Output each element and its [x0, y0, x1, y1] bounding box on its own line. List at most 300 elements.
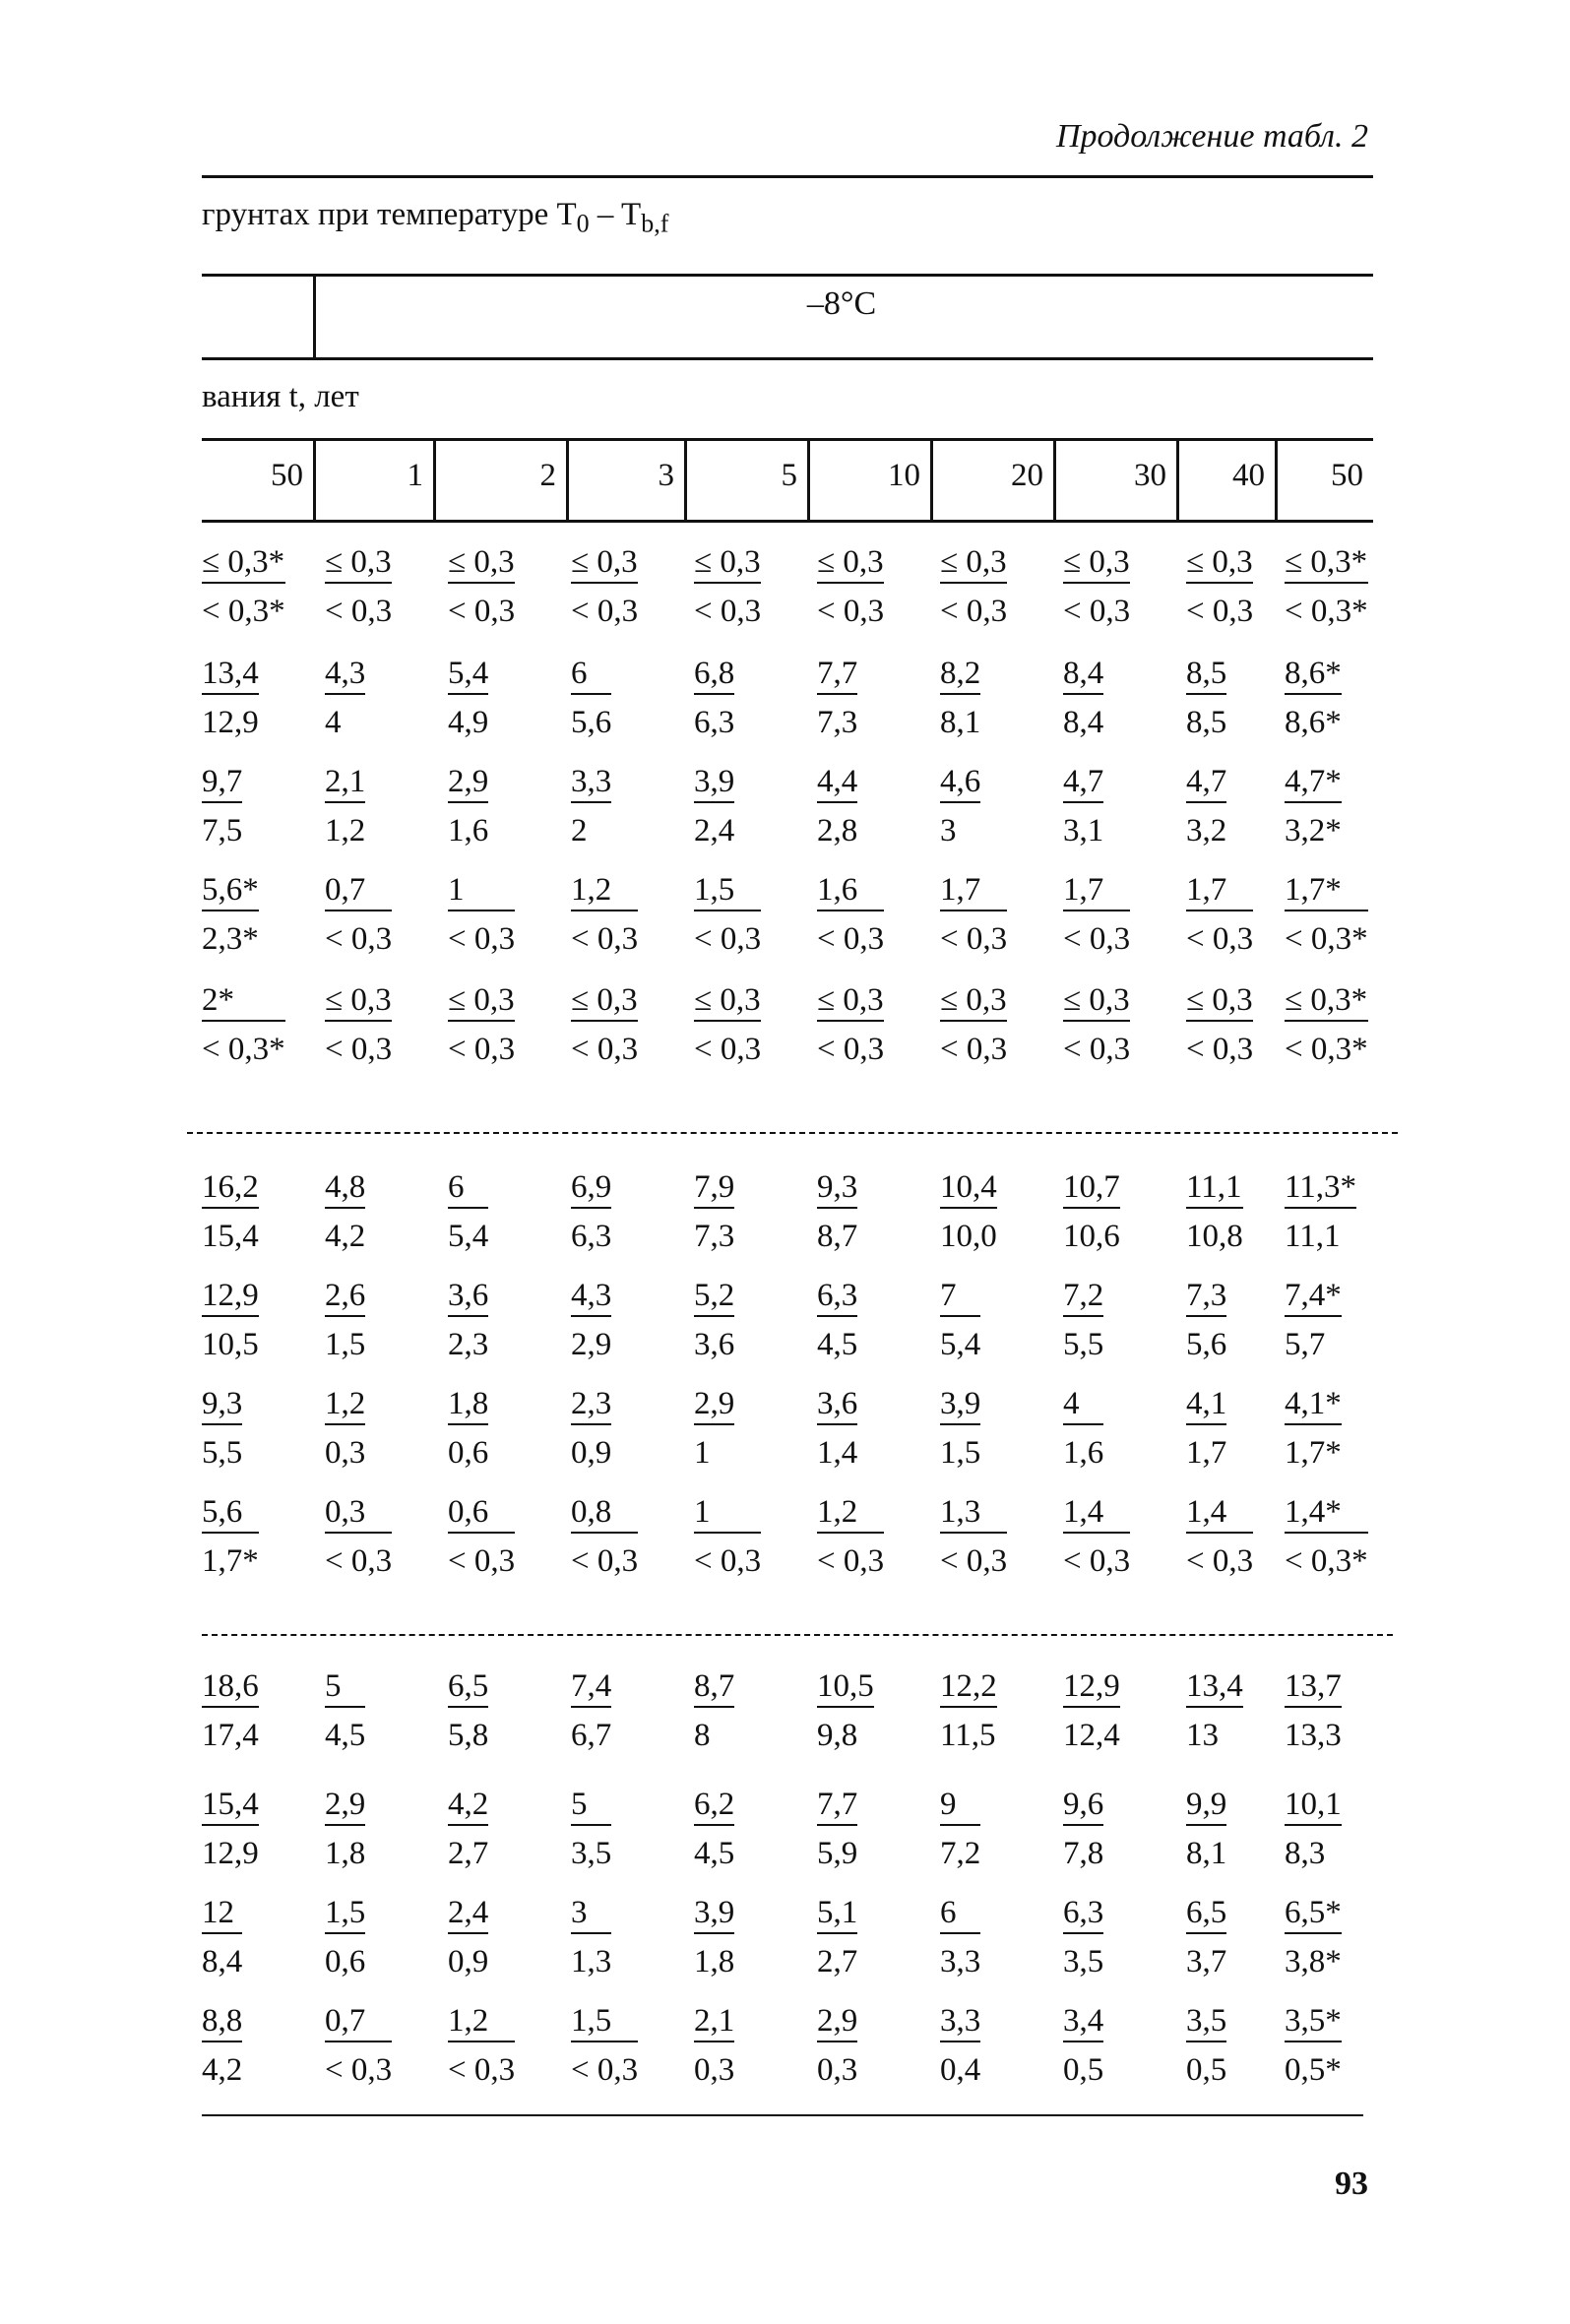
column-header: 50	[271, 458, 303, 493]
table-cell	[325, 1280, 365, 1361]
table-cell	[571, 1789, 611, 1870]
cell-numerator: 1,7	[940, 874, 1007, 911]
cell-numerator: 6,8	[694, 658, 734, 695]
table-cell	[1186, 1280, 1226, 1361]
group-separator	[187, 1132, 1398, 1134]
cell-denominator: 1,7	[1186, 1435, 1227, 1471]
table-cell	[694, 1171, 734, 1253]
cell-numerator: 1,2	[325, 1388, 365, 1425]
cell-numerator: 11,3*	[1285, 1171, 1356, 1209]
table-cell	[940, 984, 1007, 1066]
cell-denominator: 5,7	[1285, 1327, 1326, 1362]
cell-numerator: 1,7	[1063, 874, 1130, 911]
cell-denominator: 0,5	[1186, 2052, 1227, 2088]
cell-numerator: 3,4	[1063, 2005, 1103, 2042]
cell-denominator: < 0,3	[1063, 594, 1131, 629]
cell-denominator: 0,5	[1063, 2052, 1104, 2088]
cell-numerator: 9,3	[202, 1388, 242, 1425]
cell-denominator: < 0,3	[325, 594, 393, 629]
table-cell	[940, 658, 980, 739]
table-cell	[448, 546, 515, 628]
cell-numerator: 5,6*	[202, 874, 259, 911]
cell-numerator: 9,3	[817, 1171, 857, 1209]
table-cell	[817, 2005, 857, 2087]
table-cell	[448, 1789, 488, 1870]
cell-numerator: 2,9	[817, 2005, 857, 2042]
cell-denominator: < 0,3	[1186, 1543, 1254, 1579]
table-cell	[940, 1171, 997, 1253]
cell-denominator: 1,2	[325, 813, 366, 848]
table-cell	[202, 1280, 259, 1361]
cell-numerator: 10,7	[1063, 1171, 1120, 1209]
table-cell	[1063, 1388, 1103, 1470]
column-header: 50	[1331, 458, 1363, 493]
cell-denominator: 6,3	[571, 1219, 612, 1254]
table-cell	[694, 984, 761, 1066]
table-cell	[1186, 2005, 1226, 2087]
table-cell	[325, 1388, 365, 1470]
cell-numerator: 12	[202, 1897, 242, 1934]
cell-denominator: 15,4	[202, 1219, 259, 1254]
cell-denominator: 11,1	[1285, 1219, 1341, 1254]
cell-denominator: 8,6*	[1285, 705, 1342, 740]
table-cell	[817, 1897, 857, 1979]
table-cell	[202, 984, 285, 1066]
cell-numerator: 3,5	[1186, 2005, 1226, 2042]
cell-numerator: 8,5	[1186, 658, 1226, 695]
cell-numerator: 2,9	[325, 1789, 365, 1826]
table-cell	[325, 984, 392, 1066]
table-cell	[1186, 1897, 1226, 1979]
table-cell	[1186, 1496, 1253, 1578]
column-divider	[1176, 438, 1179, 520]
cell-denominator: < 0,3	[571, 1543, 639, 1579]
cell-numerator: 4,8	[325, 1171, 365, 1209]
temperature-label: –8°C	[806, 285, 877, 322]
columns-bottom-rule	[202, 520, 1373, 523]
cell-numerator: 3,9	[940, 1388, 980, 1425]
table-cell	[571, 1280, 611, 1361]
cell-denominator: 2,4	[694, 813, 735, 848]
table-cell	[940, 1388, 980, 1470]
cell-denominator: < 0,3*	[202, 1032, 285, 1067]
column-header: 20	[1011, 458, 1043, 493]
cell-numerator: ≤ 0,3	[817, 546, 884, 584]
table-heading: грунтах при температуре $T_0 - T_{b,f}$	[202, 197, 669, 238]
cell-denominator: 2,3	[448, 1327, 489, 1362]
table-cell	[202, 1496, 259, 1578]
table-cell	[571, 1171, 611, 1253]
cell-denominator: 13	[1186, 1718, 1219, 1753]
cell-numerator: 3	[571, 1897, 611, 1934]
cell-numerator: 9,7	[202, 766, 242, 803]
cell-numerator: 6,9	[571, 1171, 611, 1209]
cell-denominator: 17,4	[202, 1718, 259, 1753]
cell-denominator: 1,5	[325, 1327, 366, 1362]
cell-numerator: 5,1	[817, 1897, 857, 1934]
cell-denominator: 6,7	[571, 1718, 612, 1753]
cell-numerator: 1,2	[571, 874, 638, 911]
cell-denominator: 12,9	[202, 705, 259, 740]
table-cell	[325, 1670, 365, 1752]
cell-numerator: 7,4*	[1285, 1280, 1342, 1317]
table-cell	[1063, 984, 1130, 1066]
cell-numerator: 16,2	[202, 1171, 259, 1209]
cell-denominator: 12,9	[202, 1836, 259, 1871]
cell-denominator: < 0,3	[1063, 1543, 1131, 1579]
cell-denominator: 5,4	[448, 1219, 489, 1254]
columns-top-rule	[202, 438, 1373, 441]
cell-denominator: < 0,3	[1063, 1032, 1131, 1067]
table-cell	[448, 766, 488, 848]
cell-numerator: 1,4*	[1285, 1496, 1368, 1534]
cell-numerator: 12,9	[1063, 1670, 1120, 1708]
table-cell	[448, 984, 515, 1066]
cell-numerator: 5	[325, 1670, 365, 1708]
table-cell	[694, 766, 734, 848]
cell-numerator: 1,5	[325, 1897, 365, 1934]
bottom-rule	[202, 2114, 1363, 2116]
column-header: 1	[407, 458, 423, 493]
cell-numerator: ≤ 0,3	[325, 546, 392, 584]
table-cell	[325, 1789, 365, 1870]
cell-denominator: 2,9	[571, 1327, 612, 1362]
cell-denominator: < 0,3	[817, 1543, 885, 1579]
table-cell	[571, 546, 638, 628]
cell-numerator: 12,2	[940, 1670, 997, 1708]
cell-denominator: 1,3	[571, 1944, 612, 1979]
duration-label: вания t, лет	[202, 379, 359, 414]
cell-numerator: 4	[1063, 1388, 1103, 1425]
table-cell	[1285, 1496, 1368, 1578]
cell-numerator: 3,9	[694, 1897, 734, 1934]
cell-denominator: < 0,3	[571, 1032, 639, 1067]
cell-denominator: 1,8	[694, 1944, 735, 1979]
column-divider	[1053, 438, 1056, 520]
table-cell	[571, 1897, 611, 1979]
cell-denominator: 8,5	[1186, 705, 1227, 740]
cell-denominator: 11,5	[940, 1718, 996, 1753]
table-cell	[817, 1789, 857, 1870]
cell-numerator: 9,6	[1063, 1789, 1103, 1826]
table-cell	[202, 1897, 242, 1979]
table-cell	[1063, 1897, 1103, 1979]
cell-numerator: 7,3	[1186, 1280, 1226, 1317]
cell-denominator: 0,6	[325, 1944, 366, 1979]
table-cell	[1186, 984, 1253, 1066]
table-cell	[325, 1897, 365, 1979]
cell-denominator: 5,6	[1186, 1327, 1227, 1362]
cell-denominator: < 0,3*	[1285, 921, 1368, 957]
cell-denominator: 8	[694, 1718, 711, 1753]
cell-numerator: 10,5	[817, 1670, 874, 1708]
table-cell	[202, 546, 285, 628]
cell-denominator: < 0,3	[694, 921, 762, 957]
cell-denominator: 5,5	[1063, 1327, 1104, 1362]
cell-numerator: 2,4	[448, 1897, 488, 1934]
cell-numerator: 13,4	[202, 658, 259, 695]
cell-denominator: 12,4	[1063, 1718, 1120, 1753]
column-header: 2	[539, 458, 556, 493]
group-separator	[202, 1634, 1393, 1636]
cell-numerator: ≤ 0,3	[571, 546, 638, 584]
table-cell	[1186, 1670, 1243, 1752]
cell-numerator: 6,3	[817, 1280, 857, 1317]
cell-denominator: 1,6	[448, 813, 489, 848]
cell-numerator: ≤ 0,3*	[202, 546, 285, 584]
continuation-caption: Продолжение табл. 2	[1055, 118, 1368, 155]
table-cell	[694, 1388, 734, 1470]
cell-numerator: ≤ 0,3	[940, 984, 1007, 1022]
table-cell	[1186, 658, 1226, 739]
cell-denominator: 2,8	[817, 813, 858, 848]
cell-denominator: < 0,3	[325, 921, 393, 957]
cell-denominator: 0,6	[448, 1435, 489, 1471]
cell-denominator: 4,9	[448, 705, 489, 740]
table-cell	[940, 546, 1007, 628]
cell-numerator: 2,9	[694, 1388, 734, 1425]
column-divider	[313, 438, 316, 520]
cell-numerator: 5,2	[694, 1280, 734, 1317]
cell-denominator: < 0,3	[694, 1543, 762, 1579]
cell-numerator: 7	[940, 1280, 980, 1317]
cell-denominator: 0,9	[448, 1944, 489, 1979]
table-cell	[817, 874, 884, 956]
cell-denominator: 4	[325, 705, 342, 740]
table-cell	[325, 658, 365, 739]
cell-numerator: 1,8	[448, 1388, 488, 1425]
cell-denominator: 2	[571, 813, 588, 848]
table-cell	[1285, 874, 1368, 956]
cell-denominator: < 0,3	[571, 921, 639, 957]
table-cell	[325, 874, 392, 956]
table-cell	[1063, 546, 1130, 628]
cell-denominator: 3,2*	[1285, 813, 1342, 848]
cell-numerator: 1,4	[1186, 1496, 1253, 1534]
cell-numerator: 1	[694, 1496, 761, 1534]
column-header: 30	[1134, 458, 1166, 493]
cell-numerator: ≤ 0,3	[325, 984, 392, 1022]
cell-denominator: 8,4	[202, 1944, 243, 1979]
cell-denominator: < 0,3	[448, 594, 516, 629]
table-cell	[448, 658, 488, 739]
cell-denominator: 10,8	[1186, 1219, 1243, 1254]
cell-denominator: 3,5	[1063, 1944, 1104, 1979]
cell-numerator: 2,1	[694, 2005, 734, 2042]
table-cell	[817, 1388, 857, 1470]
table-cell	[448, 1280, 488, 1361]
cell-numerator: 3,9	[694, 766, 734, 803]
table-cell	[940, 766, 980, 848]
table-cell	[571, 984, 638, 1066]
cell-denominator: 4,5	[325, 1718, 366, 1753]
cell-denominator: 1,4	[817, 1435, 858, 1471]
table-cell	[1285, 1280, 1342, 1361]
cell-denominator: < 0,3	[694, 594, 762, 629]
cell-denominator: 0,5*	[1285, 2052, 1342, 2088]
cell-numerator: 1,5	[571, 2005, 638, 2042]
cell-denominator: 5,6	[571, 705, 612, 740]
cell-denominator: 9,8	[817, 1718, 858, 1753]
cell-denominator: < 0,3	[940, 921, 1008, 957]
table-cell	[940, 874, 1007, 956]
column-header: 40	[1232, 458, 1265, 493]
cell-numerator: ≤ 0,3	[1063, 546, 1130, 584]
cell-numerator: 15,4	[202, 1789, 259, 1826]
cell-numerator: 8,7	[694, 1670, 734, 1708]
cell-denominator: 10,0	[940, 1219, 997, 1254]
cell-numerator: 6	[571, 658, 611, 695]
table-cell	[202, 1670, 259, 1752]
cell-numerator: 7,7	[817, 658, 857, 695]
cell-denominator: < 0,3	[325, 2052, 393, 2088]
cell-denominator: 4,5	[694, 1836, 735, 1871]
table-cell	[940, 1789, 980, 1870]
cell-numerator: 6	[448, 1171, 488, 1209]
cell-numerator: 8,4	[1063, 658, 1103, 695]
cell-numerator: 10,1	[1285, 1789, 1342, 1826]
table-cell	[1186, 1789, 1226, 1870]
cell-numerator: 6,2	[694, 1789, 734, 1826]
table-cell	[202, 766, 242, 848]
cell-numerator: 0,6	[448, 1496, 515, 1534]
table-cell	[571, 658, 611, 739]
cell-numerator: ≤ 0,3	[1186, 546, 1253, 584]
cell-denominator: 10,6	[1063, 1219, 1120, 1254]
cell-numerator: 1,7	[1186, 874, 1253, 911]
cell-numerator: 2,9	[448, 766, 488, 803]
cell-numerator: 3,3	[571, 766, 611, 803]
table-cell	[1063, 1496, 1130, 1578]
cell-denominator: < 0,3	[1186, 594, 1254, 629]
cell-denominator: < 0,3	[817, 921, 885, 957]
cell-denominator: < 0,3	[1186, 921, 1254, 957]
cell-numerator: 7,4	[571, 1670, 611, 1708]
table-cell	[448, 1388, 488, 1470]
cell-denominator: 0,3	[817, 2052, 858, 2088]
cell-numerator: 0,7	[325, 874, 392, 911]
cell-denominator: 3,3	[940, 1944, 981, 1979]
cell-denominator: 3	[940, 813, 957, 848]
cell-denominator: < 0,3	[940, 594, 1008, 629]
table-cell	[1063, 1789, 1103, 1870]
table-cell	[571, 1496, 638, 1578]
cell-denominator: 10,5	[202, 1327, 259, 1362]
table-cell	[202, 658, 259, 739]
cell-denominator: 1,6	[1063, 1435, 1104, 1471]
table-cell	[1285, 1897, 1342, 1979]
table-cell	[448, 1670, 488, 1752]
cell-denominator: 4,2	[325, 1219, 366, 1254]
temperature-bottom-rule	[202, 357, 1373, 360]
cell-denominator: 7,8	[1063, 1836, 1104, 1871]
column-divider	[1275, 438, 1278, 520]
top-rule	[202, 175, 1373, 178]
table-cell	[1063, 1171, 1120, 1253]
table-cell	[817, 766, 857, 848]
cell-denominator: 0,3	[325, 1435, 366, 1471]
cell-denominator: < 0,3	[1186, 1032, 1254, 1067]
cell-numerator: 4,7	[1186, 766, 1226, 803]
cell-numerator: 4,1*	[1285, 1388, 1342, 1425]
table-cell	[325, 1496, 392, 1578]
cell-numerator: 5,4	[448, 658, 488, 695]
cell-numerator: 6,5	[448, 1670, 488, 1708]
table-cell	[694, 1897, 734, 1979]
table-cell	[817, 1171, 857, 1253]
cell-numerator: 1,5	[694, 874, 761, 911]
cell-denominator: 0,4	[940, 2052, 981, 2088]
table-cell	[448, 1171, 488, 1253]
cell-denominator: 3,7	[1186, 1944, 1227, 1979]
table-cell	[202, 874, 259, 956]
table-cell	[1063, 2005, 1103, 2087]
table-cell	[325, 546, 392, 628]
cell-numerator: 1,3	[940, 1496, 1007, 1534]
cell-numerator: 8,8	[202, 2005, 242, 2042]
cell-numerator: 2,1	[325, 766, 365, 803]
cell-denominator: 1,7*	[202, 1543, 259, 1579]
cell-denominator: 1,8	[325, 1836, 366, 1871]
cell-numerator: 7,2	[1063, 1280, 1103, 1317]
table-cell	[571, 874, 638, 956]
cell-numerator: 4,2	[448, 1789, 488, 1826]
table-cell	[1285, 1789, 1342, 1870]
cell-denominator: < 0,3	[694, 1032, 762, 1067]
table-cell	[1285, 1388, 1342, 1470]
table-cell	[448, 1897, 488, 1979]
table-cell	[694, 658, 734, 739]
page-number: 93	[1335, 2166, 1368, 2202]
table-cell	[940, 2005, 980, 2087]
cell-numerator: 4,1	[1186, 1388, 1226, 1425]
table-cell	[817, 658, 857, 739]
cell-denominator: < 0,3	[940, 1032, 1008, 1067]
cell-numerator: 13,4	[1186, 1670, 1243, 1708]
cell-numerator: 5	[571, 1789, 611, 1826]
cell-numerator: 2,3	[571, 1388, 611, 1425]
cell-numerator: 18,6	[202, 1670, 259, 1708]
table-cell	[1063, 1280, 1103, 1361]
cell-denominator: 7,5	[202, 813, 243, 848]
cell-numerator: 4,7*	[1285, 766, 1342, 803]
cell-numerator: 10,4	[940, 1171, 997, 1209]
table-cell	[940, 1670, 997, 1752]
cell-denominator: 6,3	[694, 705, 735, 740]
column-divider	[930, 438, 933, 520]
cell-numerator: ≤ 0,3*	[1285, 546, 1368, 584]
table-cell	[694, 1789, 734, 1870]
cell-denominator: < 0,3	[1063, 921, 1131, 957]
table-cell	[325, 766, 365, 848]
cell-numerator: ≤ 0,3	[448, 546, 515, 584]
cell-denominator: 1	[694, 1435, 711, 1471]
cell-denominator: < 0,3	[448, 2052, 516, 2088]
cell-denominator: 4,2	[202, 2052, 243, 2088]
cell-numerator: ≤ 0,3*	[1285, 984, 1368, 1022]
table-cell	[694, 1280, 734, 1361]
cell-denominator: 4,5	[817, 1327, 858, 1362]
cell-numerator: 12,9	[202, 1280, 259, 1317]
table-cell	[1285, 984, 1368, 1066]
cell-numerator: ≤ 0,3	[1186, 984, 1253, 1022]
cell-numerator: 1,2	[817, 1496, 884, 1534]
cell-denominator: 7,3	[694, 1219, 735, 1254]
cell-numerator: ≤ 0,3	[694, 546, 761, 584]
table-cell	[1285, 1171, 1356, 1253]
column-divider	[807, 438, 810, 520]
cell-numerator: 4,6	[940, 766, 980, 803]
